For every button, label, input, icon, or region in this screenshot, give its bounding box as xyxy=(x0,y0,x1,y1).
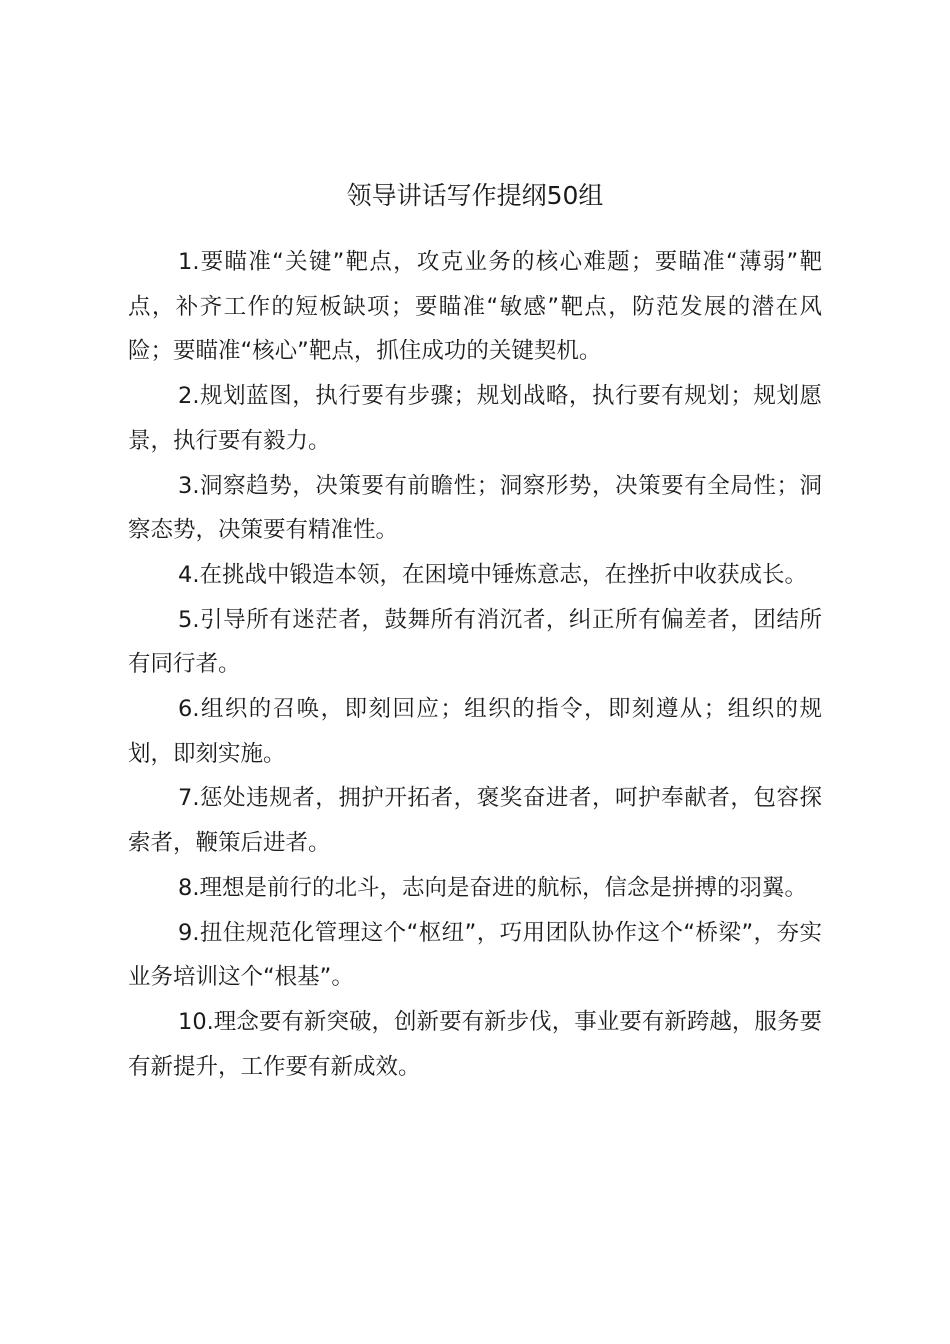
paragraph-1: 1.要瞄准“关键”靶点，攻克业务的核心难题；要瞄准“薄弱”靶点，补齐工作的短板缺项；要瞄准“敏感”靶点，防范发展的潜在风险；要瞄准“核心”靶点，抓住成功的关键契机。 xyxy=(128,249,822,365)
paragraph-8: 8.理想是前行的北斗，志向是奋进的航标，信念是拼搏的羽翼。 xyxy=(178,874,807,901)
paragraph-10: 10.理念要有新突破，创新要有新步伐，事业要有新跨越，服务要有新提升，工作要有新成效。 xyxy=(128,1008,822,1080)
paragraph-2: 2.规划蓝图，执行要有步骤；规划战略，执行要有规划；规划愿景，执行要有毅力。 xyxy=(128,383,822,454)
document-body xyxy=(128,240,822,1089)
document-title: 领导讲话写作提纲50组 xyxy=(346,181,604,210)
paragraph-7: 7.惩处违规者，拥护开拓者，褒奖奋进者，呵护奉献者，包容探索者，鞭策后进者。 xyxy=(128,785,822,857)
paragraph-6: 6.组织的召唤，即刻回应；组织的指令，即刻遵从；组织的规划，即刻实施。 xyxy=(128,696,822,767)
paragraph-5: 5.引导所有迷茫者，鼓舞所有消沉者，纠正所有偏差者，团结所有同行者。 xyxy=(128,606,822,678)
paragraph-9: 9.扭住规范化管理这个“枢纽”，巧用团队协作这个“桥梁”，夯实业务培训这个“根基”。 xyxy=(128,919,822,991)
paragraph-4: 4.在挑战中锻造本领，在困境中锤炼意志，在挫折中收获成长。 xyxy=(178,561,807,588)
paragraph-3: 3.洞察趋势，决策要有前瞻性；洞察形势，决策要有全局性；洞察态势，决策要有精准性。 xyxy=(128,472,822,544)
